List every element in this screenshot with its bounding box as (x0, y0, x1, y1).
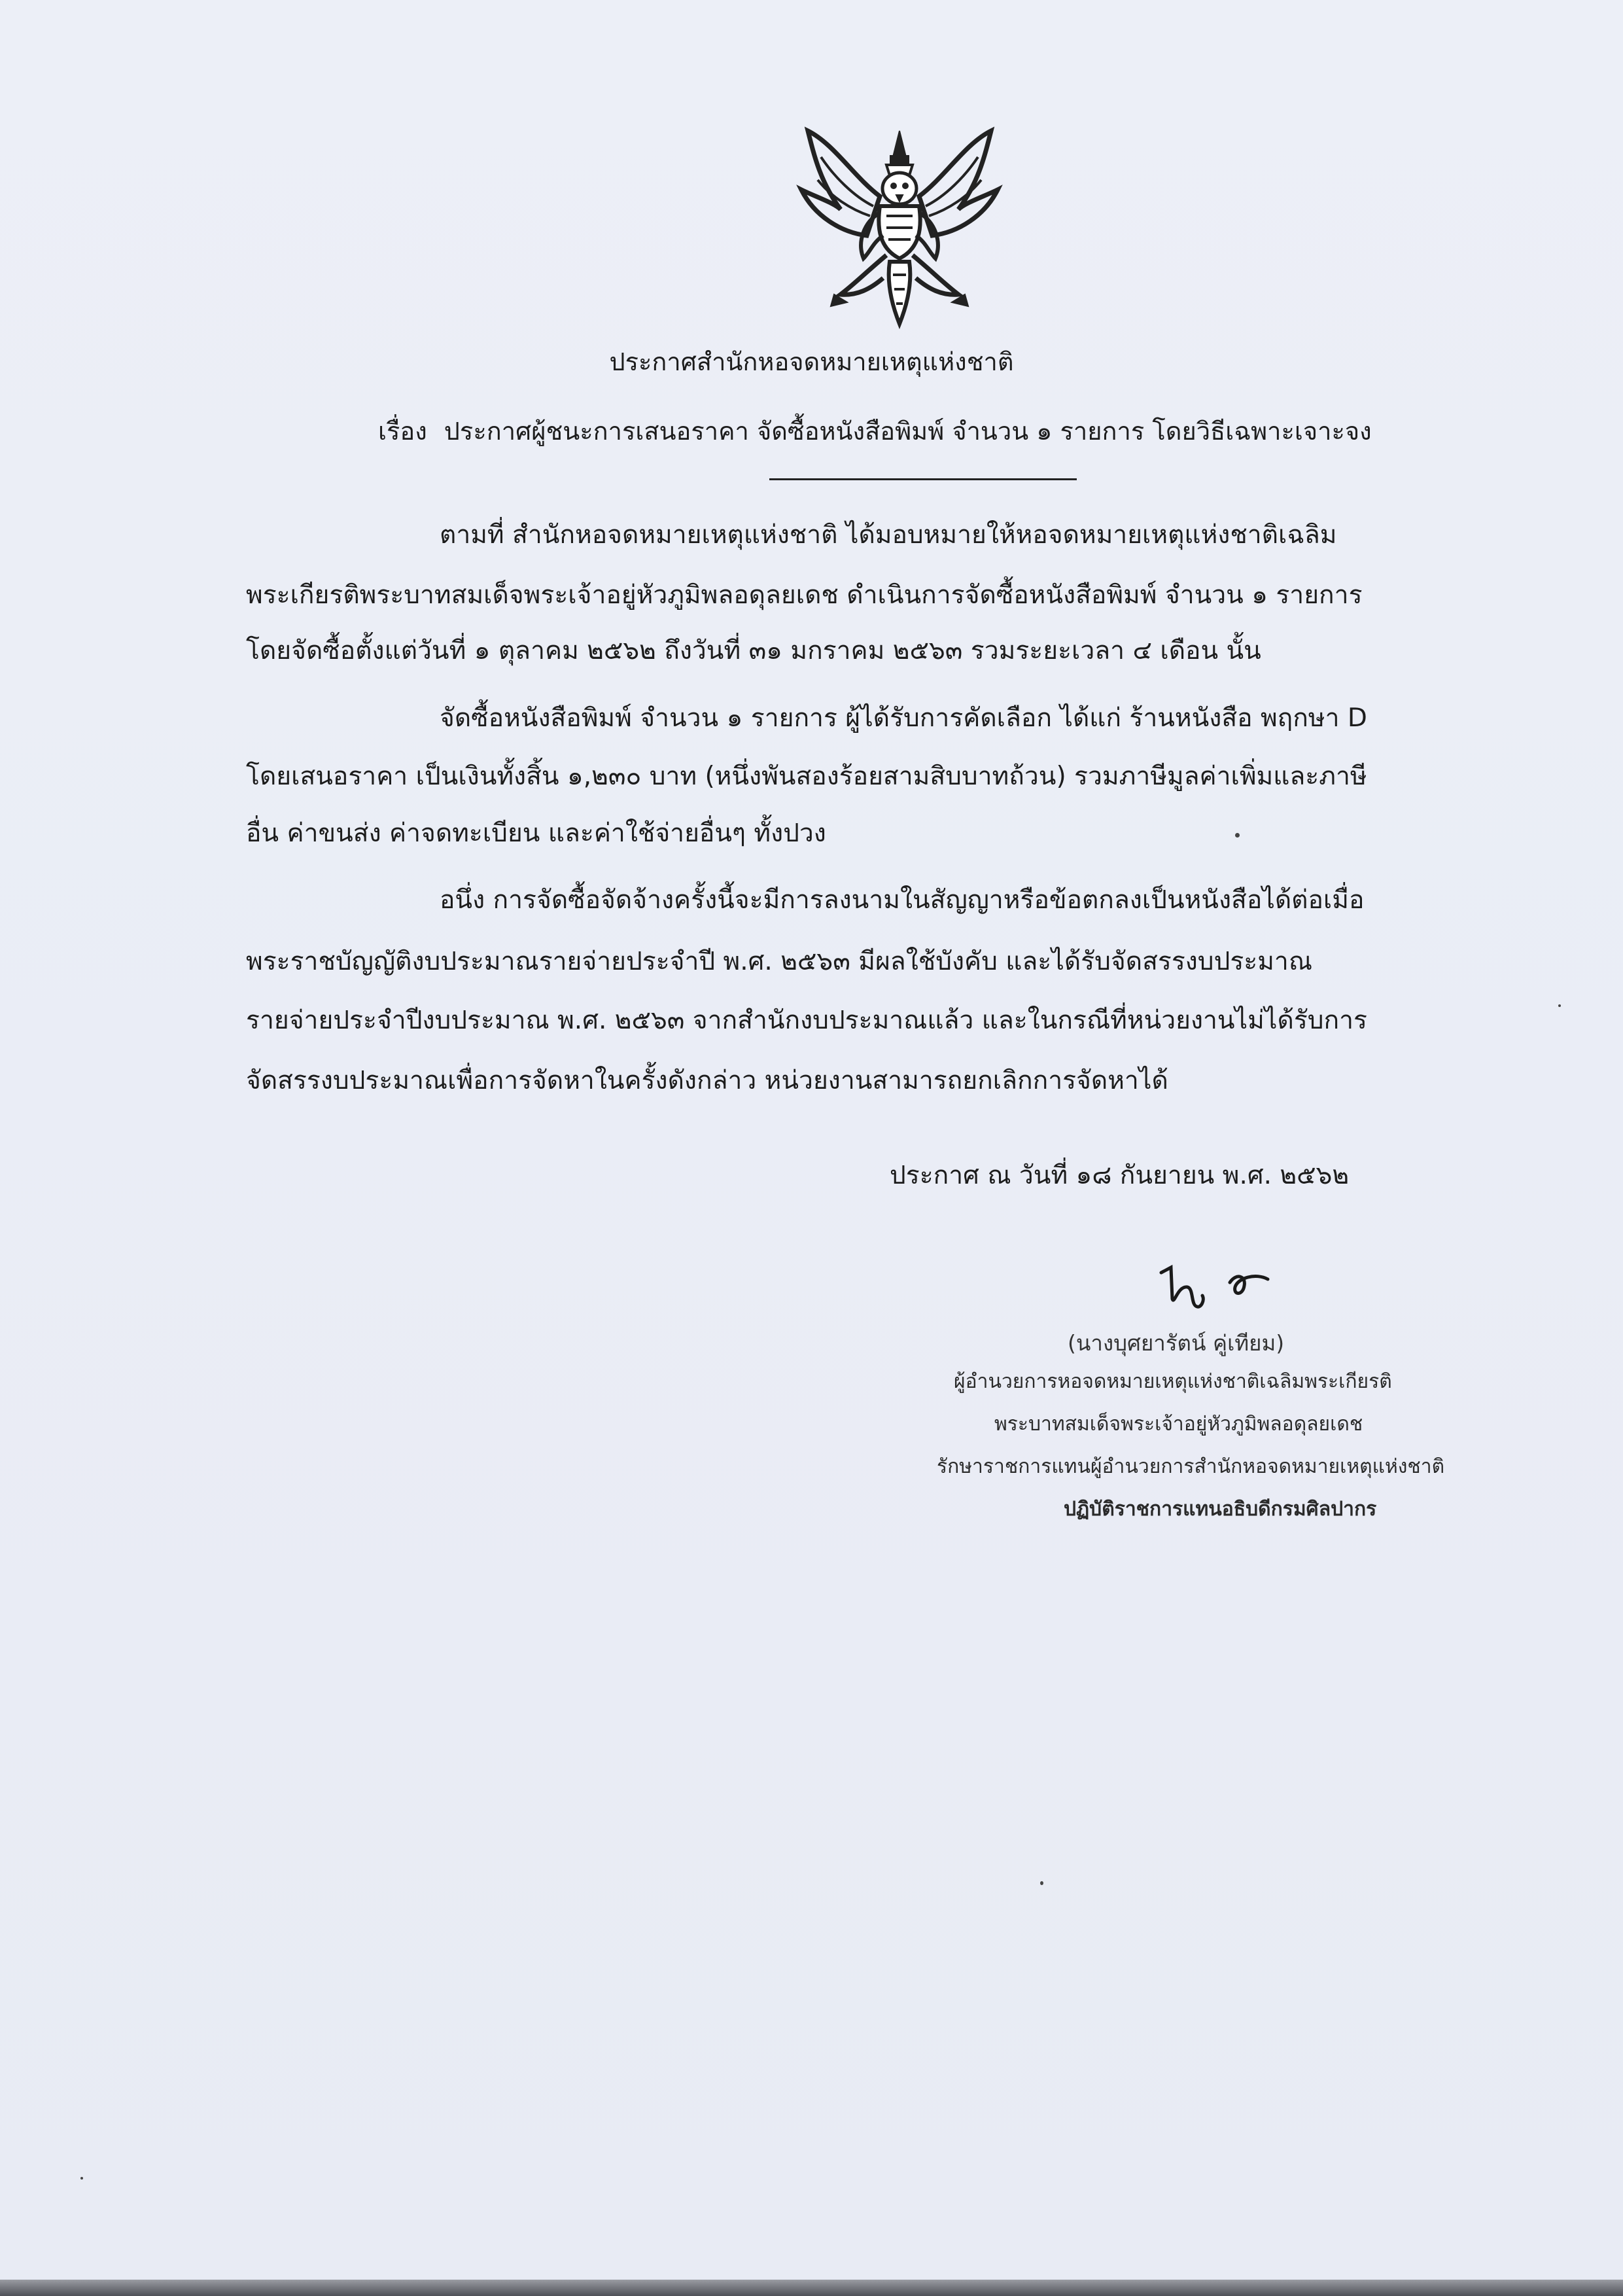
signatory-title: ผู้อำนวยการหอจดหมายเหตุแห่งชาติเฉลิมพระเกียรติ (954, 1370, 1392, 1393)
title-divider (769, 478, 1077, 480)
paragraph-1-line: พระเกียรติพระบาทสมเด็จพระเจ้าอยู่หัวภูมิพลอดุลยเดช ดำเนินการจัดซื้อหนังสือพิมพ์ จำนวน ๑ รายการ (246, 580, 1363, 610)
garuda-emblem-icon (795, 118, 1004, 334)
paragraph-2-line: อื่น ค่าขนส่ง ค่าจดทะเบียน และค่าใช้จ่ายอื่นๆ ทั้งปวง (246, 819, 826, 848)
signatory-title: ปฏิบัติราชการแทนอธิบดีกรมศิลปากร (1064, 1498, 1377, 1521)
document-title: ประกาศสำนักหอจดหมายเหตุแห่งชาติ (609, 347, 1014, 376)
subject-text: ประกาศผู้ชนะการเสนอราคา จัดซื้อหนังสือพิมพ์ จำนวน ๑ รายการ โดยวิธีเฉพาะเจาะจง (444, 417, 1372, 446)
paragraph-3-line: พระราชบัญญัติงบประมาณรายจ่ายประจำปี พ.ศ. ๒๕๖๓ มีผลใช้บังคับ และได้รับจัดสรรงบประมาณ (246, 947, 1313, 976)
paragraph-1-line: ตามที่ สำนักหอจดหมายเหตุแห่งชาติ ได้มอบหมายให้หอจดหมายเหตุแห่งชาติเฉลิม (440, 520, 1337, 550)
scan-speck (1040, 1881, 1043, 1885)
signatory-name: (นางบุศยารัตน์ คู่เทียม) (1068, 1330, 1285, 1356)
signatory-title: พระบาทสมเด็จพระเจ้าอยู่หัวภูมิพลอดุลยเดช (994, 1413, 1363, 1436)
paragraph-3-line: จัดสรรงบประมาณเพื่อการจัดหาในครั้งดังกล่าว หน่วยงานสามารถยกเลิกการจัดหาได้ (246, 1066, 1168, 1095)
paragraph-3-line: อนึ่ง การจัดซื้อจัดจ้างครั้งนี้จะมีการลงนามในสัญญาหรือข้อตกลงเป็นหนังสือได้ต่อเมื่อ (440, 885, 1365, 915)
scan-speck (1235, 833, 1240, 838)
subject-label: เรื่อง (378, 417, 427, 446)
scan-speck (1558, 1004, 1561, 1007)
paragraph-2-line: จัดซื้อหนังสือพิมพ์ จำนวน ๑ รายการ ผู้ได้รับการคัดเลือก ได้แก่ ร้านหนังสือ พฤกษา D (440, 703, 1367, 733)
paragraph-1-line: โดยจัดซื้อตั้งแต่วันที่ ๑ ตุลาคม ๒๕๖๒ ถึงวันที่ ๓๑ มกราคม ๒๕๖๓ รวมระยะเวลา ๔ เดือน นั้น (246, 636, 1261, 665)
signatory-title: รักษาราชการแทนผู้อำนวยการสำนักหอจดหมายเหตุแห่งชาติ (937, 1455, 1445, 1478)
scan-bottom-edge (0, 2280, 1623, 2296)
announcement-date: ประกาศ ณ วันที่ ๑๘ กันยายน พ.ศ. ๒๕๖๒ (890, 1161, 1350, 1190)
paragraph-2-line: โดยเสนอราคา เป็นเงินทั้งสิ้น ๑,๒๓๐ บาท (หนึ่งพันสองร้อยสามสิบบาทถ้วน) รวมภาษีมูลค่าเพิ่มและภาษี (246, 762, 1367, 791)
paragraph-3-line: รายจ่ายประจำปีงบประมาณ พ.ศ. ๒๕๖๓ จากสำนักงบประมาณแล้ว และในกรณีที่หน่วยงานไม่ได้รับการ (246, 1006, 1367, 1035)
handwritten-signature-icon (1158, 1260, 1289, 1318)
subject-line (378, 411, 1372, 451)
scan-speck (80, 2177, 83, 2180)
